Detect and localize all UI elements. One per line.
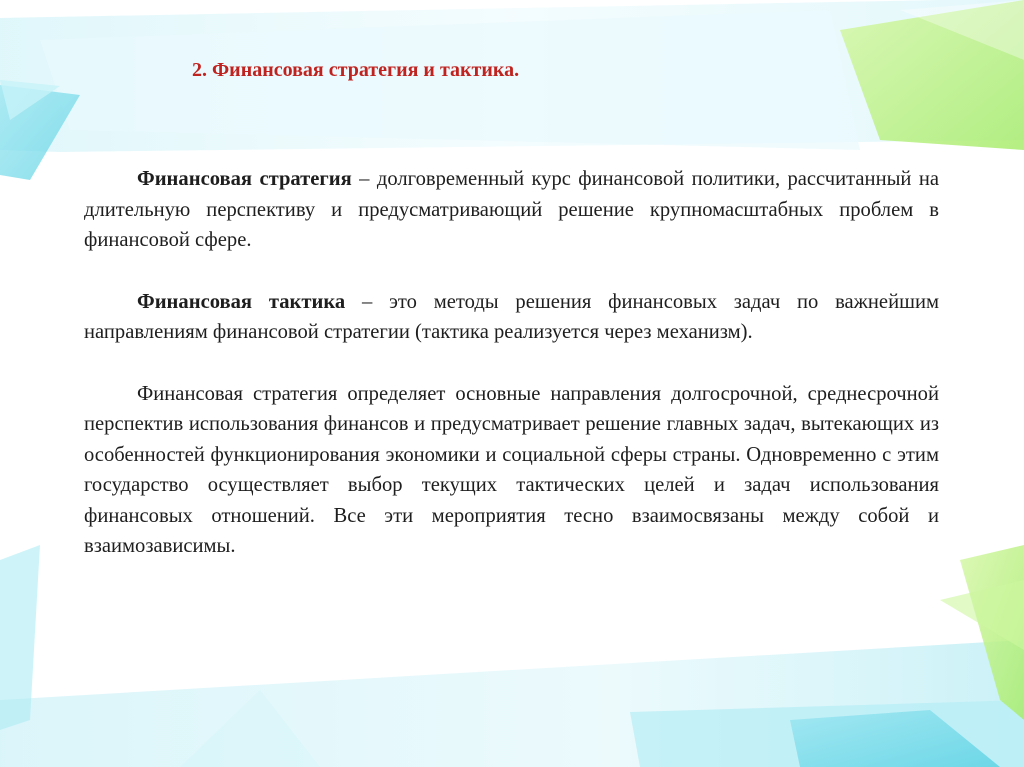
slide-title: 2. Финансовая стратегия и тактика. bbox=[192, 59, 520, 81]
definition-strategy: – долговременный курс финансовой политики, рассчитанный на длительную перспективу и предусматривающий решение крупномасштабных проблем в финансовой сфере. bbox=[84, 168, 939, 251]
paragraph-strategy-definition bbox=[84, 164, 939, 256]
strategy-details-text: Финансовая стратегия определяет основные направления долгосрочной, среднесрочной перспектив использования финансов и предусматривает решение главных задач, вытекающих из особенностей функционирования экономики и социальной сферы страны. Одновременно с этим государство осуществляет выбор текущих тактических целей и задач использования финансовых отношений. Все эти мероприятия тесно взаимосвязаны между собой и взаимозависимы. bbox=[84, 382, 939, 557]
term-tactics: Финансовая тактика bbox=[137, 290, 346, 313]
definition-tactics: – это методы решения финансовых задач по важнейшим направлениям финансовой стратегии (тактика реализуется через механизм). bbox=[84, 290, 940, 343]
slide-body bbox=[84, 164, 939, 562]
term-strategy: Финансовая стратегия bbox=[137, 168, 352, 190]
paragraph-strategy-details bbox=[84, 379, 939, 562]
paragraph-tactics-definition bbox=[84, 287, 939, 348]
